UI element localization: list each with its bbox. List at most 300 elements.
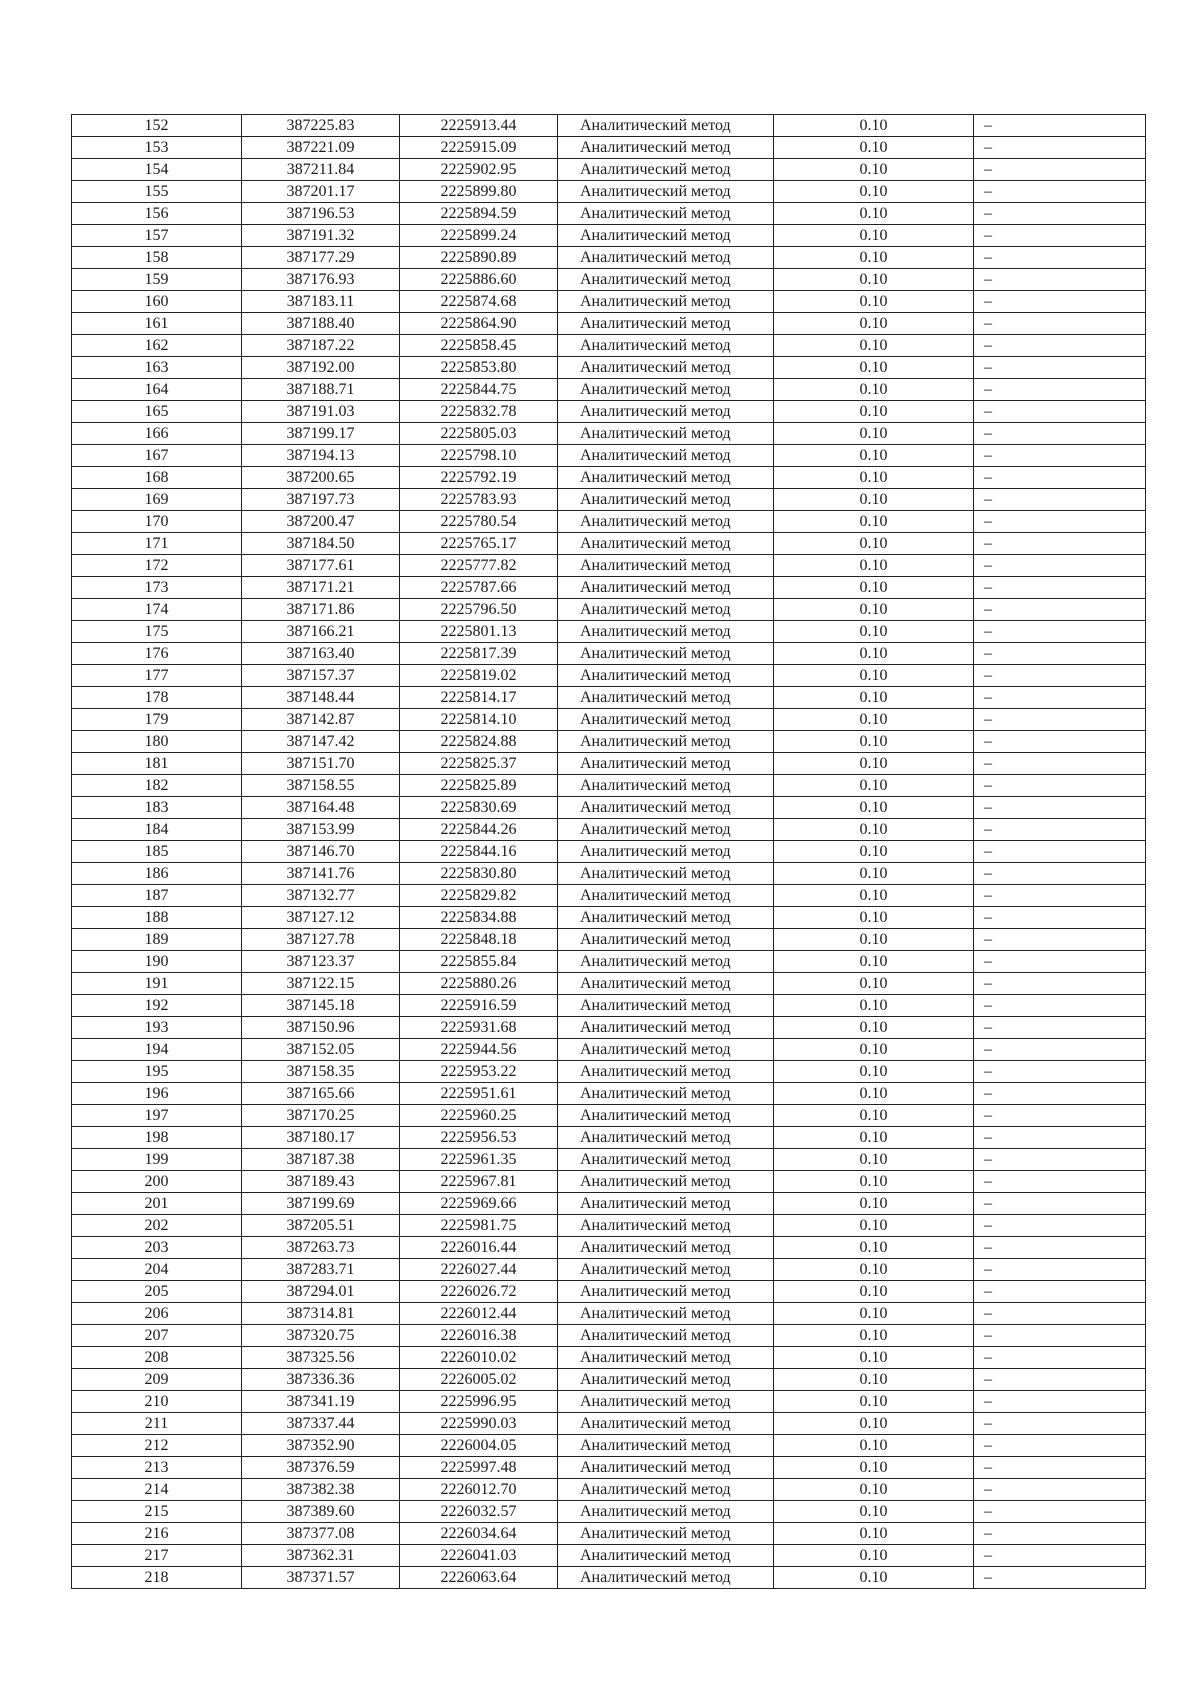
cell-y-coordinate: 2225796.50 bbox=[400, 599, 558, 621]
cell-point-number: 183 bbox=[72, 797, 242, 819]
cell-method: Аналитический метод bbox=[558, 709, 774, 731]
table-row bbox=[72, 1303, 1146, 1325]
cell-accuracy: 0.10 bbox=[774, 951, 974, 973]
cell-method: Аналитический метод bbox=[558, 291, 774, 313]
cell-point-number: 159 bbox=[72, 269, 242, 291]
cell-x-coordinate: 387188.40 bbox=[242, 313, 400, 335]
cell-y-coordinate: 2225830.69 bbox=[400, 797, 558, 819]
cell-point-number: 196 bbox=[72, 1083, 242, 1105]
cell-method: Аналитический метод bbox=[558, 1017, 774, 1039]
table-row bbox=[72, 1215, 1146, 1237]
table-row bbox=[72, 379, 1146, 401]
cell-point-number: 155 bbox=[72, 181, 242, 203]
cell-x-coordinate: 387263.73 bbox=[242, 1237, 400, 1259]
table-row bbox=[72, 1171, 1146, 1193]
cell-y-coordinate: 2225814.10 bbox=[400, 709, 558, 731]
cell-note: – bbox=[974, 423, 1146, 445]
table-row bbox=[72, 1391, 1146, 1413]
cell-point-number: 211 bbox=[72, 1413, 242, 1435]
cell-y-coordinate: 2225902.95 bbox=[400, 159, 558, 181]
cell-note: – bbox=[974, 1193, 1146, 1215]
cell-method: Аналитический метод bbox=[558, 1413, 774, 1435]
cell-accuracy: 0.10 bbox=[774, 1479, 974, 1501]
table-row bbox=[72, 1127, 1146, 1149]
cell-note: – bbox=[974, 1435, 1146, 1457]
cell-point-number: 180 bbox=[72, 731, 242, 753]
cell-note: – bbox=[974, 335, 1146, 357]
cell-method: Аналитический метод bbox=[558, 577, 774, 599]
cell-y-coordinate: 2225858.45 bbox=[400, 335, 558, 357]
cell-x-coordinate: 387336.36 bbox=[242, 1369, 400, 1391]
table-row bbox=[72, 1457, 1146, 1479]
table-row bbox=[72, 775, 1146, 797]
cell-note: – bbox=[974, 951, 1146, 973]
cell-note: – bbox=[974, 1369, 1146, 1391]
cell-point-number: 152 bbox=[72, 115, 242, 137]
table-body bbox=[72, 115, 1146, 1589]
cell-x-coordinate: 387211.84 bbox=[242, 159, 400, 181]
cell-x-coordinate: 387320.75 bbox=[242, 1325, 400, 1347]
cell-point-number: 214 bbox=[72, 1479, 242, 1501]
cell-y-coordinate: 2225787.66 bbox=[400, 577, 558, 599]
cell-point-number: 217 bbox=[72, 1545, 242, 1567]
cell-point-number: 156 bbox=[72, 203, 242, 225]
cell-point-number: 215 bbox=[72, 1501, 242, 1523]
table-row bbox=[72, 599, 1146, 621]
table-row bbox=[72, 313, 1146, 335]
cell-method: Аналитический метод bbox=[558, 1457, 774, 1479]
cell-accuracy: 0.10 bbox=[774, 1369, 974, 1391]
cell-x-coordinate: 387132.77 bbox=[242, 885, 400, 907]
table-row bbox=[72, 1435, 1146, 1457]
table-row bbox=[72, 753, 1146, 775]
table-row bbox=[72, 973, 1146, 995]
cell-x-coordinate: 387362.31 bbox=[242, 1545, 400, 1567]
cell-note: – bbox=[974, 841, 1146, 863]
cell-point-number: 166 bbox=[72, 423, 242, 445]
cell-point-number: 161 bbox=[72, 313, 242, 335]
cell-point-number: 173 bbox=[72, 577, 242, 599]
cell-y-coordinate: 2225953.22 bbox=[400, 1061, 558, 1083]
table-row bbox=[72, 555, 1146, 577]
cell-note: – bbox=[974, 159, 1146, 181]
cell-y-coordinate: 2225899.24 bbox=[400, 225, 558, 247]
table-row bbox=[72, 819, 1146, 841]
cell-x-coordinate: 387183.11 bbox=[242, 291, 400, 313]
cell-accuracy: 0.10 bbox=[774, 709, 974, 731]
cell-y-coordinate: 2225890.89 bbox=[400, 247, 558, 269]
cell-accuracy: 0.10 bbox=[774, 269, 974, 291]
cell-x-coordinate: 387176.93 bbox=[242, 269, 400, 291]
cell-y-coordinate: 2225961.35 bbox=[400, 1149, 558, 1171]
cell-point-number: 192 bbox=[72, 995, 242, 1017]
cell-y-coordinate: 2225783.93 bbox=[400, 489, 558, 511]
table-row bbox=[72, 181, 1146, 203]
cell-y-coordinate: 2225894.59 bbox=[400, 203, 558, 225]
cell-method: Аналитический метод bbox=[558, 379, 774, 401]
cell-point-number: 169 bbox=[72, 489, 242, 511]
cell-note: – bbox=[974, 665, 1146, 687]
table-row bbox=[72, 731, 1146, 753]
cell-accuracy: 0.10 bbox=[774, 665, 974, 687]
cell-note: – bbox=[974, 1391, 1146, 1413]
cell-x-coordinate: 387170.25 bbox=[242, 1105, 400, 1127]
table-row bbox=[72, 1149, 1146, 1171]
table-row bbox=[72, 1061, 1146, 1083]
cell-note: – bbox=[974, 467, 1146, 489]
cell-accuracy: 0.10 bbox=[774, 1435, 974, 1457]
cell-method: Аналитический метод bbox=[558, 1281, 774, 1303]
table-row bbox=[72, 1017, 1146, 1039]
cell-method: Аналитический метод bbox=[558, 467, 774, 489]
cell-method: Аналитический метод bbox=[558, 357, 774, 379]
cell-accuracy: 0.10 bbox=[774, 775, 974, 797]
cell-x-coordinate: 387123.37 bbox=[242, 951, 400, 973]
cell-note: – bbox=[974, 489, 1146, 511]
cell-x-coordinate: 387371.57 bbox=[242, 1567, 400, 1589]
cell-note: – bbox=[974, 929, 1146, 951]
cell-x-coordinate: 387150.96 bbox=[242, 1017, 400, 1039]
table-row bbox=[72, 533, 1146, 555]
cell-x-coordinate: 387294.01 bbox=[242, 1281, 400, 1303]
cell-accuracy: 0.10 bbox=[774, 1061, 974, 1083]
cell-y-coordinate: 2226016.38 bbox=[400, 1325, 558, 1347]
cell-note: – bbox=[974, 775, 1146, 797]
table-row bbox=[72, 1479, 1146, 1501]
cell-x-coordinate: 387165.66 bbox=[242, 1083, 400, 1105]
cell-x-coordinate: 387225.83 bbox=[242, 115, 400, 137]
cell-y-coordinate: 2226026.72 bbox=[400, 1281, 558, 1303]
cell-accuracy: 0.10 bbox=[774, 621, 974, 643]
cell-x-coordinate: 387177.61 bbox=[242, 555, 400, 577]
cell-y-coordinate: 2225825.89 bbox=[400, 775, 558, 797]
cell-y-coordinate: 2225780.54 bbox=[400, 511, 558, 533]
cell-accuracy: 0.10 bbox=[774, 357, 974, 379]
cell-method: Аналитический метод bbox=[558, 599, 774, 621]
cell-note: – bbox=[974, 379, 1146, 401]
cell-note: – bbox=[974, 313, 1146, 335]
cell-accuracy: 0.10 bbox=[774, 137, 974, 159]
table-row bbox=[72, 1083, 1146, 1105]
cell-point-number: 202 bbox=[72, 1215, 242, 1237]
table-row bbox=[72, 159, 1146, 181]
cell-note: – bbox=[974, 885, 1146, 907]
cell-accuracy: 0.10 bbox=[774, 247, 974, 269]
cell-x-coordinate: 387194.13 bbox=[242, 445, 400, 467]
cell-note: – bbox=[974, 1149, 1146, 1171]
cell-method: Аналитический метод bbox=[558, 555, 774, 577]
cell-x-coordinate: 387122.15 bbox=[242, 973, 400, 995]
cell-point-number: 203 bbox=[72, 1237, 242, 1259]
cell-accuracy: 0.10 bbox=[774, 555, 974, 577]
cell-point-number: 174 bbox=[72, 599, 242, 621]
cell-x-coordinate: 387171.86 bbox=[242, 599, 400, 621]
cell-point-number: 179 bbox=[72, 709, 242, 731]
cell-method: Аналитический метод bbox=[558, 269, 774, 291]
cell-x-coordinate: 387142.87 bbox=[242, 709, 400, 731]
cell-y-coordinate: 2226016.44 bbox=[400, 1237, 558, 1259]
cell-method: Аналитический метод bbox=[558, 203, 774, 225]
cell-x-coordinate: 387352.90 bbox=[242, 1435, 400, 1457]
cell-accuracy: 0.10 bbox=[774, 1083, 974, 1105]
cell-method: Аналитический метод bbox=[558, 115, 774, 137]
cell-method: Аналитический метод bbox=[558, 1369, 774, 1391]
cell-x-coordinate: 387382.38 bbox=[242, 1479, 400, 1501]
table-row bbox=[72, 357, 1146, 379]
cell-method: Аналитический метод bbox=[558, 1259, 774, 1281]
cell-method: Аналитический метод bbox=[558, 1501, 774, 1523]
cell-point-number: 178 bbox=[72, 687, 242, 709]
cell-accuracy: 0.10 bbox=[774, 907, 974, 929]
cell-x-coordinate: 387377.08 bbox=[242, 1523, 400, 1545]
cell-method: Аналитический метод bbox=[558, 335, 774, 357]
cell-point-number: 160 bbox=[72, 291, 242, 313]
table-row bbox=[72, 1347, 1146, 1369]
cell-accuracy: 0.10 bbox=[774, 929, 974, 951]
cell-accuracy: 0.10 bbox=[774, 1523, 974, 1545]
cell-accuracy: 0.10 bbox=[774, 181, 974, 203]
table-row bbox=[72, 445, 1146, 467]
cell-note: – bbox=[974, 1039, 1146, 1061]
cell-y-coordinate: 2225981.75 bbox=[400, 1215, 558, 1237]
cell-y-coordinate: 2225817.39 bbox=[400, 643, 558, 665]
cell-note: – bbox=[974, 907, 1146, 929]
cell-point-number: 193 bbox=[72, 1017, 242, 1039]
cell-method: Аналитический метод bbox=[558, 423, 774, 445]
cell-y-coordinate: 2226012.70 bbox=[400, 1479, 558, 1501]
cell-point-number: 191 bbox=[72, 973, 242, 995]
cell-accuracy: 0.10 bbox=[774, 445, 974, 467]
cell-method: Аналитический метод bbox=[558, 1083, 774, 1105]
cell-point-number: 212 bbox=[72, 1435, 242, 1457]
cell-accuracy: 0.10 bbox=[774, 995, 974, 1017]
cell-note: – bbox=[974, 1105, 1146, 1127]
cell-method: Аналитический метод bbox=[558, 159, 774, 181]
cell-accuracy: 0.10 bbox=[774, 335, 974, 357]
cell-x-coordinate: 387201.17 bbox=[242, 181, 400, 203]
cell-note: – bbox=[974, 1523, 1146, 1545]
cell-method: Аналитический метод bbox=[558, 401, 774, 423]
cell-y-coordinate: 2225844.26 bbox=[400, 819, 558, 841]
cell-accuracy: 0.10 bbox=[774, 313, 974, 335]
cell-point-number: 200 bbox=[72, 1171, 242, 1193]
cell-accuracy: 0.10 bbox=[774, 1039, 974, 1061]
cell-note: – bbox=[974, 1259, 1146, 1281]
cell-method: Аналитический метод bbox=[558, 1039, 774, 1061]
table-row bbox=[72, 687, 1146, 709]
cell-y-coordinate: 2226012.44 bbox=[400, 1303, 558, 1325]
cell-y-coordinate: 2225853.80 bbox=[400, 357, 558, 379]
cell-accuracy: 0.10 bbox=[774, 203, 974, 225]
table-row bbox=[72, 467, 1146, 489]
cell-method: Аналитический метод bbox=[558, 1215, 774, 1237]
cell-x-coordinate: 387157.37 bbox=[242, 665, 400, 687]
cell-y-coordinate: 2225814.17 bbox=[400, 687, 558, 709]
table-row bbox=[72, 291, 1146, 313]
cell-note: – bbox=[974, 1347, 1146, 1369]
cell-x-coordinate: 387164.48 bbox=[242, 797, 400, 819]
cell-x-coordinate: 387389.60 bbox=[242, 1501, 400, 1523]
table-row bbox=[72, 863, 1146, 885]
cell-point-number: 188 bbox=[72, 907, 242, 929]
cell-point-number: 209 bbox=[72, 1369, 242, 1391]
cell-x-coordinate: 387283.71 bbox=[242, 1259, 400, 1281]
cell-method: Аналитический метод bbox=[558, 951, 774, 973]
cell-point-number: 195 bbox=[72, 1061, 242, 1083]
cell-point-number: 194 bbox=[72, 1039, 242, 1061]
cell-note: – bbox=[974, 555, 1146, 577]
table-row bbox=[72, 1039, 1146, 1061]
cell-x-coordinate: 387205.51 bbox=[242, 1215, 400, 1237]
cell-accuracy: 0.10 bbox=[774, 1127, 974, 1149]
cell-y-coordinate: 2225969.66 bbox=[400, 1193, 558, 1215]
cell-y-coordinate: 2225848.18 bbox=[400, 929, 558, 951]
cell-accuracy: 0.10 bbox=[774, 533, 974, 555]
table-row bbox=[72, 709, 1146, 731]
cell-method: Аналитический метод bbox=[558, 445, 774, 467]
cell-accuracy: 0.10 bbox=[774, 1281, 974, 1303]
cell-note: – bbox=[974, 1127, 1146, 1149]
cell-x-coordinate: 387127.12 bbox=[242, 907, 400, 929]
cell-method: Аналитический метод bbox=[558, 1303, 774, 1325]
cell-point-number: 153 bbox=[72, 137, 242, 159]
cell-x-coordinate: 387200.65 bbox=[242, 467, 400, 489]
cell-x-coordinate: 387146.70 bbox=[242, 841, 400, 863]
table-row bbox=[72, 225, 1146, 247]
cell-method: Аналитический метод bbox=[558, 1391, 774, 1413]
cell-x-coordinate: 387199.17 bbox=[242, 423, 400, 445]
table-row bbox=[72, 1369, 1146, 1391]
cell-x-coordinate: 387200.47 bbox=[242, 511, 400, 533]
cell-note: – bbox=[974, 599, 1146, 621]
cell-point-number: 164 bbox=[72, 379, 242, 401]
cell-point-number: 154 bbox=[72, 159, 242, 181]
cell-note: – bbox=[974, 1061, 1146, 1083]
table-row bbox=[72, 797, 1146, 819]
cell-x-coordinate: 387152.05 bbox=[242, 1039, 400, 1061]
cell-method: Аналитический метод bbox=[558, 489, 774, 511]
cell-note: – bbox=[974, 1479, 1146, 1501]
cell-point-number: 197 bbox=[72, 1105, 242, 1127]
cell-point-number: 184 bbox=[72, 819, 242, 841]
cell-note: – bbox=[974, 291, 1146, 313]
cell-accuracy: 0.10 bbox=[774, 841, 974, 863]
cell-y-coordinate: 2226041.03 bbox=[400, 1545, 558, 1567]
cell-y-coordinate: 2226005.02 bbox=[400, 1369, 558, 1391]
cell-method: Аналитический метод bbox=[558, 137, 774, 159]
table-row bbox=[72, 841, 1146, 863]
cell-y-coordinate: 2225805.03 bbox=[400, 423, 558, 445]
cell-point-number: 190 bbox=[72, 951, 242, 973]
cell-note: – bbox=[974, 995, 1146, 1017]
cell-note: – bbox=[974, 797, 1146, 819]
cell-y-coordinate: 2225830.80 bbox=[400, 863, 558, 885]
cell-method: Аналитический метод bbox=[558, 643, 774, 665]
cell-x-coordinate: 387145.18 bbox=[242, 995, 400, 1017]
cell-y-coordinate: 2225824.88 bbox=[400, 731, 558, 753]
table-row bbox=[72, 907, 1146, 929]
cell-accuracy: 0.10 bbox=[774, 379, 974, 401]
cell-note: – bbox=[974, 115, 1146, 137]
cell-accuracy: 0.10 bbox=[774, 1457, 974, 1479]
cell-accuracy: 0.10 bbox=[774, 1171, 974, 1193]
cell-y-coordinate: 2225956.53 bbox=[400, 1127, 558, 1149]
cell-y-coordinate: 2226034.64 bbox=[400, 1523, 558, 1545]
table-row bbox=[72, 335, 1146, 357]
table-row bbox=[72, 511, 1146, 533]
cell-x-coordinate: 387196.53 bbox=[242, 203, 400, 225]
cell-y-coordinate: 2225913.44 bbox=[400, 115, 558, 137]
table-row bbox=[72, 1545, 1146, 1567]
table-row bbox=[72, 929, 1146, 951]
cell-x-coordinate: 387341.19 bbox=[242, 1391, 400, 1413]
cell-note: – bbox=[974, 753, 1146, 775]
cell-method: Аналитический метод bbox=[558, 533, 774, 555]
table-row bbox=[72, 1567, 1146, 1589]
cell-note: – bbox=[974, 1303, 1146, 1325]
cell-point-number: 167 bbox=[72, 445, 242, 467]
cell-note: – bbox=[974, 357, 1146, 379]
cell-y-coordinate: 2225829.82 bbox=[400, 885, 558, 907]
cell-point-number: 162 bbox=[72, 335, 242, 357]
table-row bbox=[72, 665, 1146, 687]
cell-y-coordinate: 2225801.13 bbox=[400, 621, 558, 643]
cell-x-coordinate: 387199.69 bbox=[242, 1193, 400, 1215]
table-row bbox=[72, 489, 1146, 511]
cell-y-coordinate: 2225886.60 bbox=[400, 269, 558, 291]
cell-accuracy: 0.10 bbox=[774, 731, 974, 753]
cell-point-number: 204 bbox=[72, 1259, 242, 1281]
cell-point-number: 208 bbox=[72, 1347, 242, 1369]
cell-point-number: 216 bbox=[72, 1523, 242, 1545]
cell-point-number: 168 bbox=[72, 467, 242, 489]
table-row bbox=[72, 1501, 1146, 1523]
cell-method: Аналитический метод bbox=[558, 1479, 774, 1501]
cell-y-coordinate: 2225990.03 bbox=[400, 1413, 558, 1435]
cell-note: – bbox=[974, 1567, 1146, 1589]
cell-x-coordinate: 387147.42 bbox=[242, 731, 400, 753]
cell-note: – bbox=[974, 1215, 1146, 1237]
cell-point-number: 201 bbox=[72, 1193, 242, 1215]
cell-note: – bbox=[974, 269, 1146, 291]
cell-x-coordinate: 387188.71 bbox=[242, 379, 400, 401]
cell-x-coordinate: 387127.78 bbox=[242, 929, 400, 951]
cell-method: Аналитический метод bbox=[558, 731, 774, 753]
cell-y-coordinate: 2225874.68 bbox=[400, 291, 558, 313]
table-row bbox=[72, 1523, 1146, 1545]
cell-point-number: 198 bbox=[72, 1127, 242, 1149]
cell-method: Аналитический метод bbox=[558, 885, 774, 907]
cell-accuracy: 0.10 bbox=[774, 885, 974, 907]
cell-y-coordinate: 2225916.59 bbox=[400, 995, 558, 1017]
cell-accuracy: 0.10 bbox=[774, 1149, 974, 1171]
table-row bbox=[72, 1325, 1146, 1347]
table-row bbox=[72, 1281, 1146, 1303]
cell-accuracy: 0.10 bbox=[774, 115, 974, 137]
cell-note: – bbox=[974, 401, 1146, 423]
cell-y-coordinate: 2225777.82 bbox=[400, 555, 558, 577]
cell-method: Аналитический метод bbox=[558, 181, 774, 203]
cell-accuracy: 0.10 bbox=[774, 423, 974, 445]
cell-note: – bbox=[974, 1501, 1146, 1523]
table-row bbox=[72, 247, 1146, 269]
cell-accuracy: 0.10 bbox=[774, 1017, 974, 1039]
cell-point-number: 177 bbox=[72, 665, 242, 687]
cell-note: – bbox=[974, 1017, 1146, 1039]
cell-x-coordinate: 387184.50 bbox=[242, 533, 400, 555]
table-row bbox=[72, 1259, 1146, 1281]
cell-note: – bbox=[974, 181, 1146, 203]
